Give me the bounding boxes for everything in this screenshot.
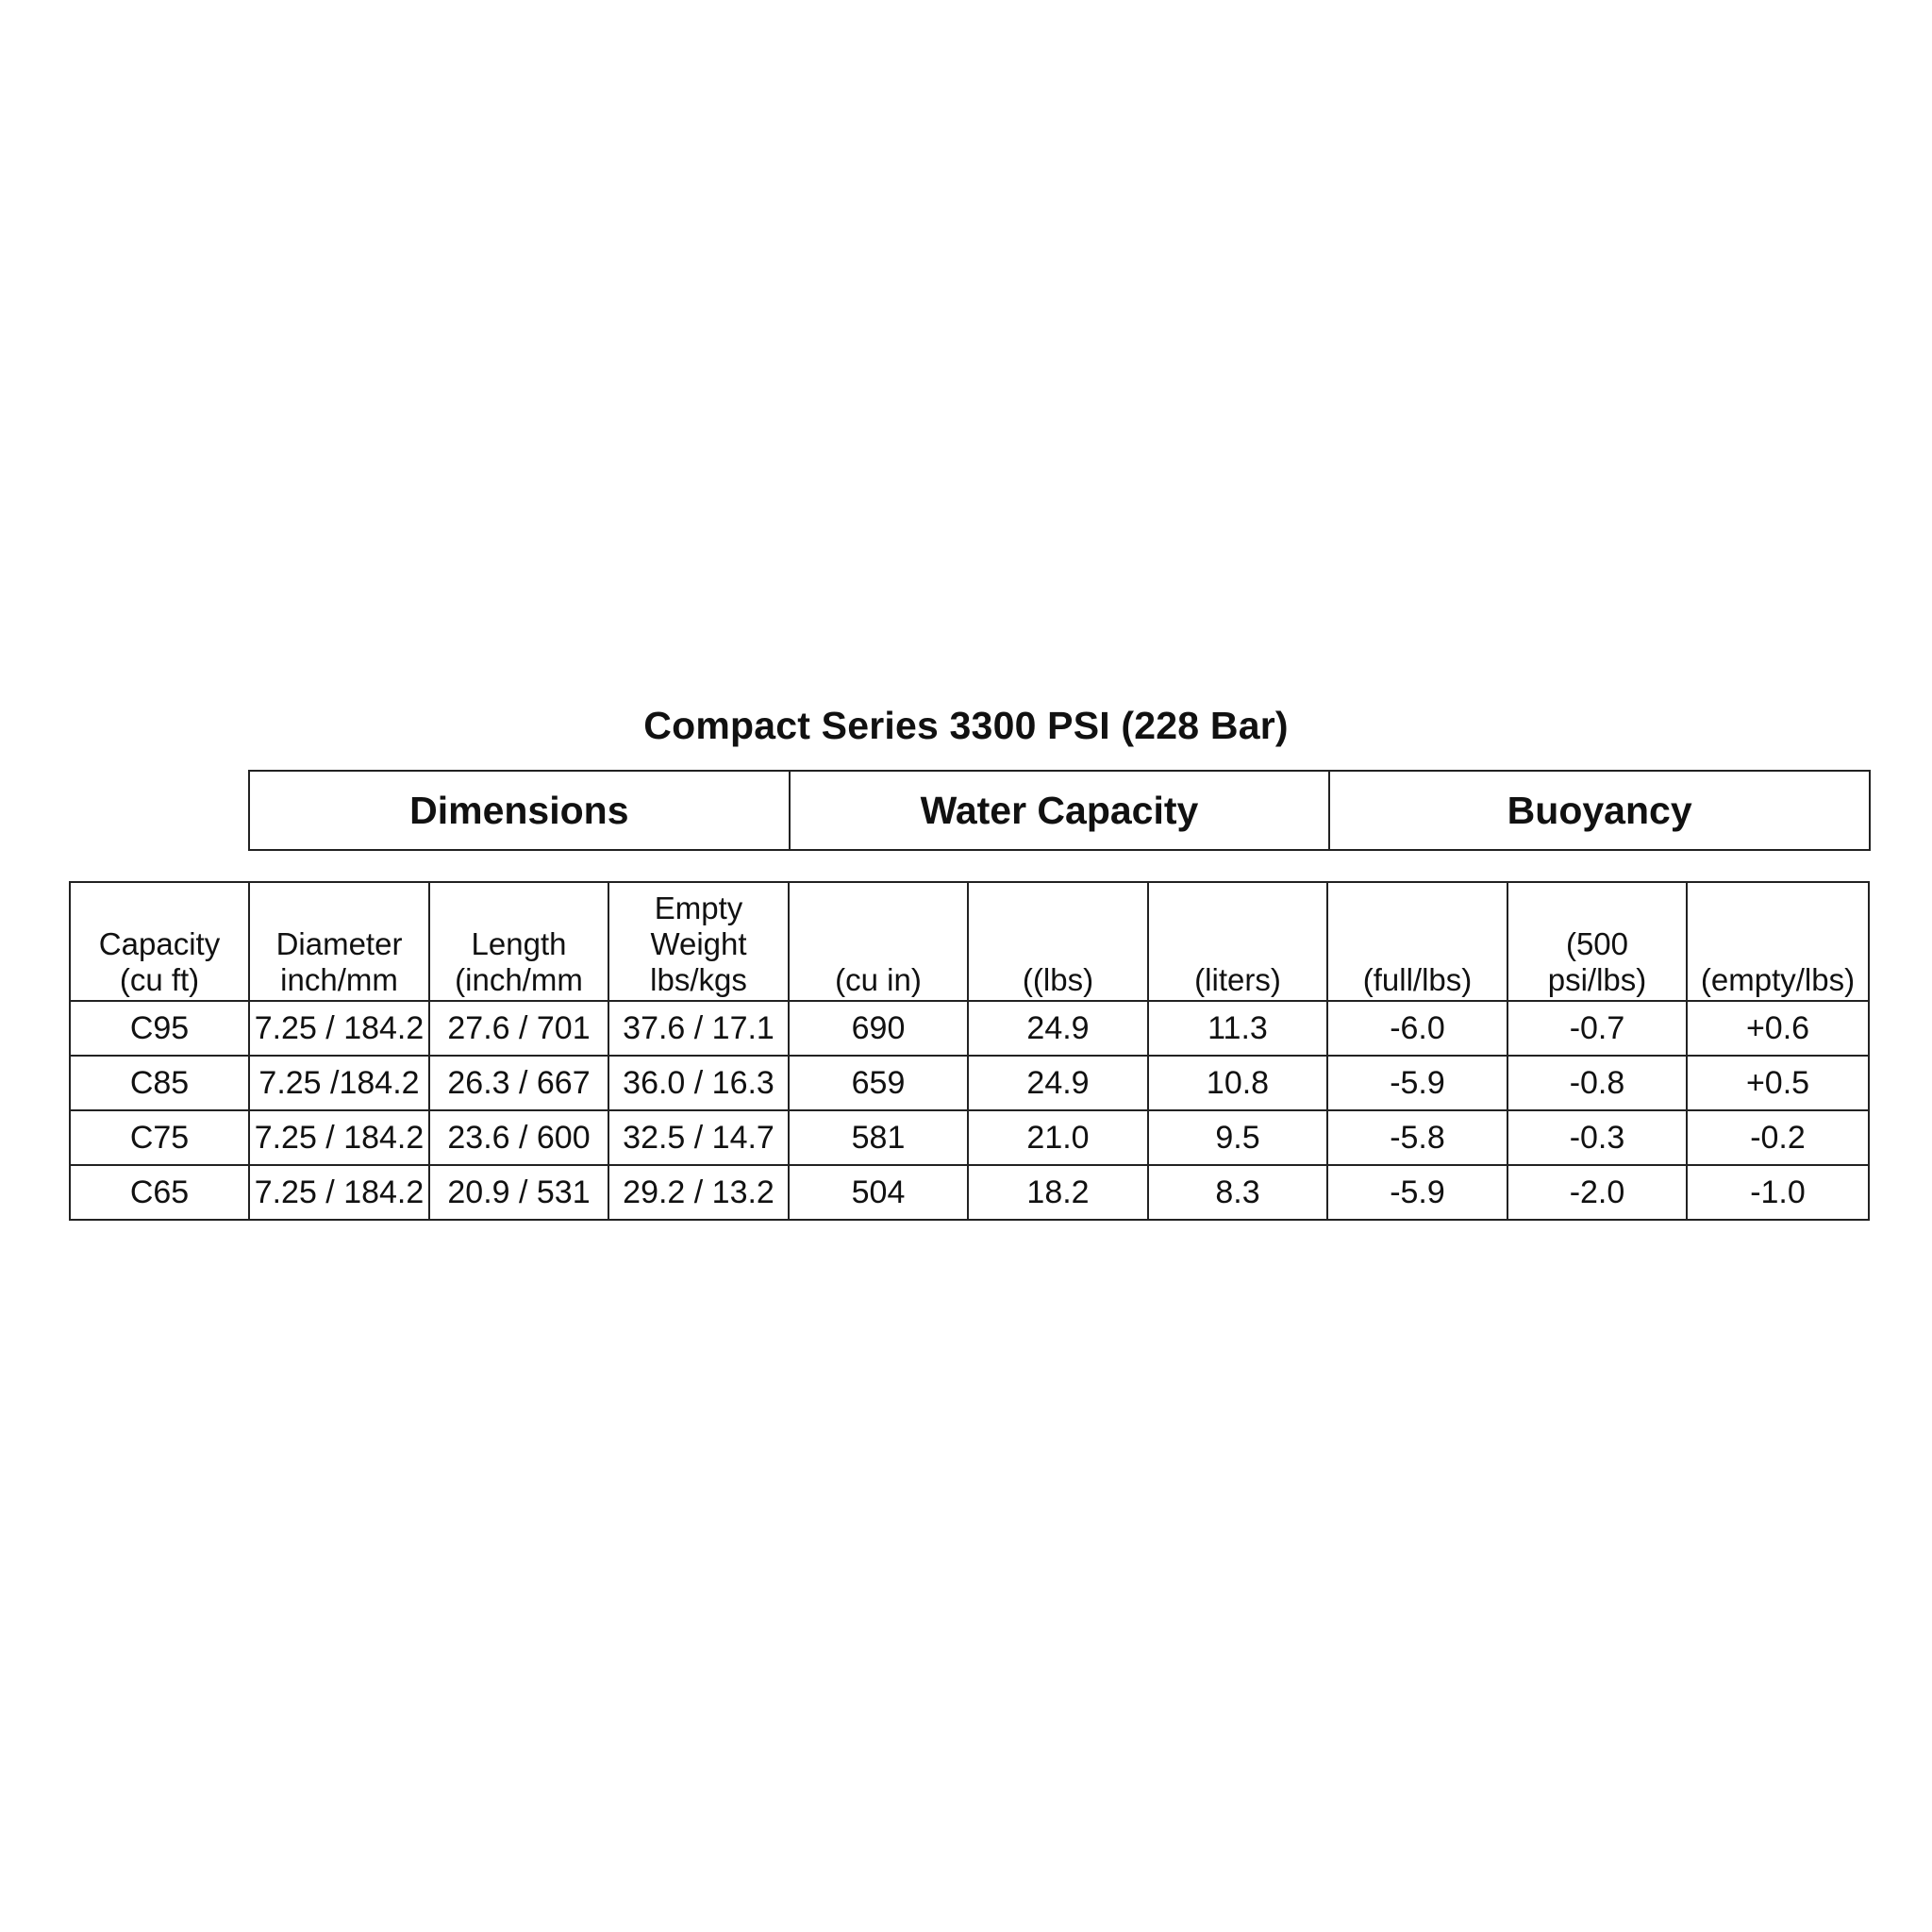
table-cell: 7.25 / 184.2 bbox=[249, 1110, 429, 1165]
table-row bbox=[70, 1110, 1869, 1165]
table-cell: 29.2 / 13.2 bbox=[608, 1165, 789, 1220]
table-cell: -5.9 bbox=[1327, 1056, 1507, 1110]
table-cell: 26.3 / 667 bbox=[429, 1056, 608, 1110]
table-cell: 8.3 bbox=[1148, 1165, 1327, 1220]
table-cell: 7.25 / 184.2 bbox=[249, 1165, 429, 1220]
table-cell: 581 bbox=[789, 1110, 968, 1165]
table-cell: 7.25 /184.2 bbox=[249, 1056, 429, 1110]
table-cell: -1.0 bbox=[1687, 1165, 1869, 1220]
column-header-line: (500 bbox=[1565, 926, 1629, 961]
table-cell: C85 bbox=[70, 1056, 249, 1110]
table-cell: -5.8 bbox=[1327, 1110, 1507, 1165]
column-header-line: (cu in) bbox=[835, 962, 922, 997]
column-header-water-liters bbox=[1148, 882, 1327, 1001]
column-header-line: Weight bbox=[650, 926, 747, 961]
table-cell: -0.2 bbox=[1687, 1110, 1869, 1165]
table-cell: 18.2 bbox=[968, 1165, 1148, 1220]
table-cell: 11.3 bbox=[1148, 1001, 1327, 1056]
table-cell: +0.5 bbox=[1687, 1056, 1869, 1110]
column-header-line: Empty bbox=[654, 891, 743, 925]
table-cell: 36.0 / 16.3 bbox=[608, 1056, 789, 1110]
group-header-water-capacity: Water Capacity bbox=[790, 771, 1330, 850]
table-cell: C75 bbox=[70, 1110, 249, 1165]
table-cell: 20.9 / 531 bbox=[429, 1165, 608, 1220]
table-cell: -5.9 bbox=[1327, 1165, 1507, 1220]
table-cell: 24.9 bbox=[968, 1001, 1148, 1056]
column-header-line: lbs/kgs bbox=[650, 962, 747, 997]
table-cell: 23.6 / 600 bbox=[429, 1110, 608, 1165]
column-header-empty-weight bbox=[608, 882, 789, 1001]
group-header-buoyancy: Buoyancy bbox=[1329, 771, 1870, 850]
group-header-row bbox=[249, 771, 1870, 850]
table-row bbox=[70, 1056, 1869, 1110]
column-header-line: inch/mm bbox=[280, 962, 398, 997]
group-header-table bbox=[248, 770, 1871, 851]
column-header-water-lbs bbox=[968, 882, 1148, 1001]
column-header-line: (full/lbs) bbox=[1362, 962, 1473, 997]
column-header-water-cu-in bbox=[789, 882, 968, 1001]
table-cell: 21.0 bbox=[968, 1110, 1148, 1165]
column-header-buoyancy-full bbox=[1327, 882, 1507, 1001]
table-cell: +0.6 bbox=[1687, 1001, 1869, 1056]
column-header-line: psi/lbs) bbox=[1547, 962, 1647, 997]
table-cell: C95 bbox=[70, 1001, 249, 1056]
column-header-line: Diameter bbox=[275, 926, 403, 961]
column-header-line: ((lbs) bbox=[1022, 962, 1094, 997]
column-header-capacity bbox=[70, 882, 249, 1001]
group-header-dimensions: Dimensions bbox=[249, 771, 790, 850]
table-cell: 9.5 bbox=[1148, 1110, 1327, 1165]
column-header-line: (inch/mm bbox=[455, 962, 583, 997]
table-cell: 37.6 / 17.1 bbox=[608, 1001, 789, 1056]
table-cell: -0.8 bbox=[1507, 1056, 1687, 1110]
table-cell: 659 bbox=[789, 1056, 968, 1110]
table-cell: 27.6 / 701 bbox=[429, 1001, 608, 1056]
table-cell: 690 bbox=[789, 1001, 968, 1056]
table-cell: C65 bbox=[70, 1165, 249, 1220]
spec-table bbox=[69, 881, 1870, 1221]
table-cell: -0.7 bbox=[1507, 1001, 1687, 1056]
column-header-buoyancy-500psi bbox=[1507, 882, 1687, 1001]
table-cell: -2.0 bbox=[1507, 1165, 1687, 1220]
column-header-line: Length bbox=[471, 926, 567, 961]
table-cell: -0.3 bbox=[1507, 1110, 1687, 1165]
table-cell: 24.9 bbox=[968, 1056, 1148, 1110]
column-header-line: Capacity bbox=[98, 926, 221, 961]
column-header-line: (liters) bbox=[1194, 962, 1281, 997]
table-cell: -6.0 bbox=[1327, 1001, 1507, 1056]
column-header-buoyancy-empty bbox=[1687, 882, 1869, 1001]
table-row bbox=[70, 1165, 1869, 1220]
column-header-length bbox=[429, 882, 608, 1001]
table-cell: 10.8 bbox=[1148, 1056, 1327, 1110]
table-cell: 32.5 / 14.7 bbox=[608, 1110, 789, 1165]
column-header-diameter bbox=[249, 882, 429, 1001]
column-header-line: (cu ft) bbox=[119, 962, 200, 997]
column-header-row bbox=[70, 882, 1869, 1001]
table-title: Compact Series 3300 PSI (228 Bar) bbox=[643, 704, 1289, 747]
table-row bbox=[70, 1001, 1869, 1056]
table-cell: 7.25 / 184.2 bbox=[249, 1001, 429, 1056]
table-cell: 504 bbox=[789, 1165, 968, 1220]
column-header-line: (empty/lbs) bbox=[1700, 962, 1856, 997]
